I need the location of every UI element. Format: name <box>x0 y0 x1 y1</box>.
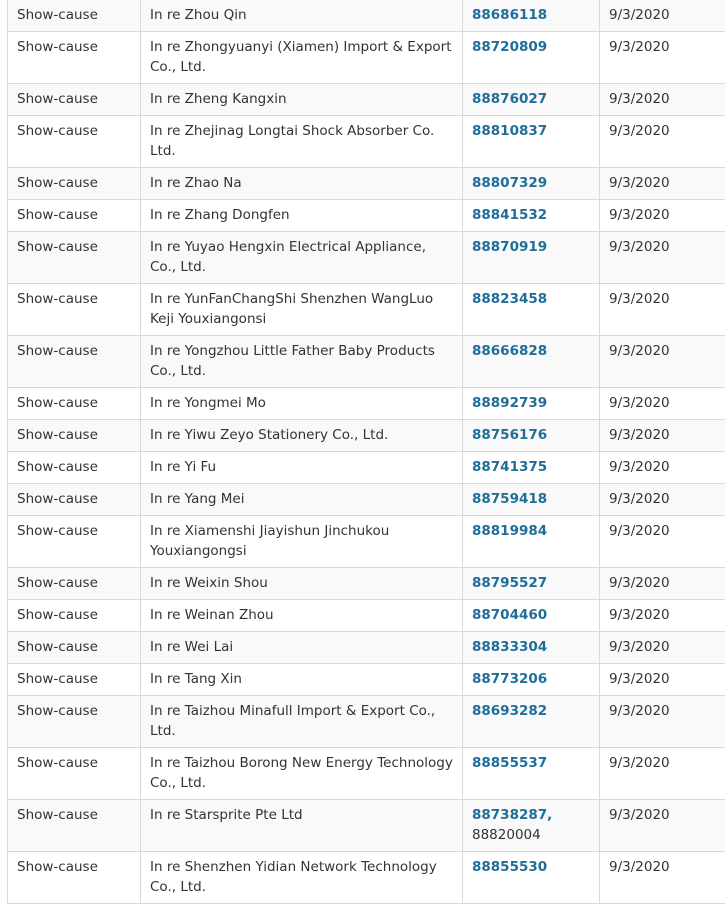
serial-number-link[interactable]: 88759418 <box>472 491 547 507</box>
date-cell: 9/3/2020 <box>600 452 725 484</box>
table-row <box>8 664 725 696</box>
serial-number-cell <box>463 200 600 232</box>
table-row <box>8 852 725 904</box>
table-row <box>8 484 725 516</box>
date-cell: 9/3/2020 <box>600 200 725 232</box>
table-row <box>8 800 725 852</box>
proceeding-type-cell: Show-cause <box>8 32 141 84</box>
case-name-cell: In re Yiwu Zeyo Stationery Co., Ltd. <box>141 420 463 452</box>
serial-number-cell <box>463 800 600 852</box>
proceeding-type-cell: Show-cause <box>8 484 141 516</box>
date-cell: 9/3/2020 <box>600 232 725 284</box>
date-cell: 9/3/2020 <box>600 0 725 32</box>
proceeding-type-cell: Show-cause <box>8 420 141 452</box>
case-name-cell: In re Wei Lai <box>141 632 463 664</box>
table-row <box>8 748 725 800</box>
date-cell: 9/3/2020 <box>600 632 725 664</box>
proceeding-type-cell: Show-cause <box>8 84 141 116</box>
date-cell: 9/3/2020 <box>600 516 725 568</box>
date-cell: 9/3/2020 <box>600 32 725 84</box>
proceedings-table <box>7 0 725 904</box>
serial-number-text: 88820004 <box>472 827 541 843</box>
date-cell: 9/3/2020 <box>600 748 725 800</box>
table-row <box>8 696 725 748</box>
case-name-cell: In re Yang Mei <box>141 484 463 516</box>
table-body <box>8 0 725 904</box>
serial-number-link[interactable]: 88855537 <box>472 755 547 771</box>
serial-number-cell <box>463 696 600 748</box>
case-name-cell: In re YunFanChangShi Shenzhen WangLuo Keji Youxiangonsi <box>141 284 463 336</box>
serial-number-link[interactable]: 88807329 <box>472 175 547 191</box>
date-cell: 9/3/2020 <box>600 664 725 696</box>
table-row <box>8 516 725 568</box>
serial-number-cell <box>463 336 600 388</box>
case-name-cell: In re Weinan Zhou <box>141 600 463 632</box>
serial-number-cell <box>463 84 600 116</box>
case-name-cell: In re Yi Fu <box>141 452 463 484</box>
serial-number-cell <box>463 0 600 32</box>
table-row <box>8 116 725 168</box>
table-row <box>8 168 725 200</box>
serial-number-cell <box>463 32 600 84</box>
serial-number-cell <box>463 748 600 800</box>
table-row <box>8 568 725 600</box>
serial-number-cell <box>463 116 600 168</box>
table-row <box>8 632 725 664</box>
proceeding-type-cell: Show-cause <box>8 200 141 232</box>
serial-number-link[interactable]: 88720809 <box>472 39 547 55</box>
case-name-cell: In re Yuyao Hengxin Electrical Appliance, Co., Ltd. <box>141 232 463 284</box>
date-cell: 9/3/2020 <box>600 696 725 748</box>
case-name-cell: In re Zheng Kangxin <box>141 84 463 116</box>
case-name-cell: In re Zhongyuanyi (Xiamen) Import & Export Co., Ltd. <box>141 32 463 84</box>
date-cell: 9/3/2020 <box>600 600 725 632</box>
case-name-cell: In re Xiamenshi Jiayishun Jinchukou Youxiangongsi <box>141 516 463 568</box>
serial-number-cell <box>463 168 600 200</box>
date-cell: 9/3/2020 <box>600 116 725 168</box>
proceeding-type-cell: Show-cause <box>8 0 141 32</box>
table-row <box>8 200 725 232</box>
serial-number-cell <box>463 284 600 336</box>
serial-number-link[interactable]: 88823458 <box>472 291 547 307</box>
serial-number-link[interactable]: 88756176 <box>472 427 547 443</box>
table-row <box>8 388 725 420</box>
proceeding-type-cell: Show-cause <box>8 664 141 696</box>
proceedings-table-container <box>7 0 725 904</box>
proceeding-type-cell: Show-cause <box>8 232 141 284</box>
table-row <box>8 336 725 388</box>
serial-number-cell <box>463 852 600 904</box>
serial-number-link[interactable]: 88738287, <box>472 807 552 823</box>
serial-number-link[interactable]: 88876027 <box>472 91 547 107</box>
proceeding-type-cell: Show-cause <box>8 284 141 336</box>
proceeding-type-cell: Show-cause <box>8 336 141 388</box>
proceeding-type-cell: Show-cause <box>8 748 141 800</box>
case-name-cell: In re Starsprite Pte Ltd <box>141 800 463 852</box>
serial-number-cell <box>463 388 600 420</box>
date-cell: 9/3/2020 <box>600 420 725 452</box>
date-cell: 9/3/2020 <box>600 568 725 600</box>
case-name-cell: In re Zhejinag Longtai Shock Absorber Co. Ltd. <box>141 116 463 168</box>
case-name-cell: In re Yongmei Mo <box>141 388 463 420</box>
serial-number-link[interactable]: 88795527 <box>472 575 547 591</box>
date-cell: 9/3/2020 <box>600 388 725 420</box>
serial-number-link[interactable]: 88892739 <box>472 395 547 411</box>
serial-number-link[interactable]: 88833304 <box>472 639 547 655</box>
serial-number-cell <box>463 516 600 568</box>
date-cell: 9/3/2020 <box>600 84 725 116</box>
proceeding-type-cell: Show-cause <box>8 632 141 664</box>
proceeding-type-cell: Show-cause <box>8 800 141 852</box>
serial-number-link[interactable]: 88741375 <box>472 459 547 475</box>
serial-number-cell <box>463 664 600 696</box>
case-name-cell: In re Taizhou Borong New Energy Technology Co., Ltd. <box>141 748 463 800</box>
date-cell: 9/3/2020 <box>600 852 725 904</box>
case-name-cell: In re Zhang Dongfen <box>141 200 463 232</box>
table-row <box>8 600 725 632</box>
table-row <box>8 284 725 336</box>
serial-number-link[interactable]: 88855530 <box>472 859 547 875</box>
serial-number-cell <box>463 420 600 452</box>
serial-number-link[interactable]: 88666828 <box>472 343 547 359</box>
proceeding-type-cell: Show-cause <box>8 116 141 168</box>
serial-number-link[interactable]: 88810837 <box>472 123 547 139</box>
proceeding-type-cell: Show-cause <box>8 600 141 632</box>
serial-number-link[interactable]: 88841532 <box>472 207 547 223</box>
proceeding-type-cell: Show-cause <box>8 168 141 200</box>
serial-number-cell <box>463 568 600 600</box>
proceeding-type-cell: Show-cause <box>8 568 141 600</box>
case-name-cell: In re Yongzhou Little Father Baby Products Co., Ltd. <box>141 336 463 388</box>
proceeding-type-cell: Show-cause <box>8 388 141 420</box>
date-cell: 9/3/2020 <box>600 484 725 516</box>
case-name-cell: In re Tang Xin <box>141 664 463 696</box>
proceeding-type-cell: Show-cause <box>8 696 141 748</box>
table-row <box>8 0 725 32</box>
serial-number-link[interactable]: 88686118 <box>472 7 547 23</box>
serial-number-cell <box>463 600 600 632</box>
table-row <box>8 232 725 284</box>
date-cell: 9/3/2020 <box>600 800 725 852</box>
proceeding-type-cell: Show-cause <box>8 516 141 568</box>
date-cell: 9/3/2020 <box>600 168 725 200</box>
serial-number-link[interactable]: 88819984 <box>472 523 547 539</box>
serial-number-cell <box>463 632 600 664</box>
serial-number-link[interactable]: 88704460 <box>472 607 547 623</box>
table-row <box>8 84 725 116</box>
serial-number-cell <box>463 232 600 284</box>
date-cell: 9/3/2020 <box>600 284 725 336</box>
case-name-cell: In re Shenzhen Yidian Network Technology Co., Ltd. <box>141 852 463 904</box>
table-row <box>8 420 725 452</box>
proceeding-type-cell: Show-cause <box>8 852 141 904</box>
serial-number-cell <box>463 452 600 484</box>
proceeding-type-cell: Show-cause <box>8 452 141 484</box>
date-cell: 9/3/2020 <box>600 336 725 388</box>
serial-number-link[interactable]: 88870919 <box>472 239 547 255</box>
case-name-cell: In re Zhou Qin <box>141 0 463 32</box>
case-name-cell: In re Weixin Shou <box>141 568 463 600</box>
serial-number-link[interactable]: 88693282 <box>472 703 547 719</box>
case-name-cell: In re Taizhou Minafull Import & Export Co., Ltd. <box>141 696 463 748</box>
serial-number-link[interactable]: 88773206 <box>472 671 547 687</box>
table-row <box>8 32 725 84</box>
serial-number-cell <box>463 484 600 516</box>
case-name-cell: In re Zhao Na <box>141 168 463 200</box>
table-row <box>8 452 725 484</box>
